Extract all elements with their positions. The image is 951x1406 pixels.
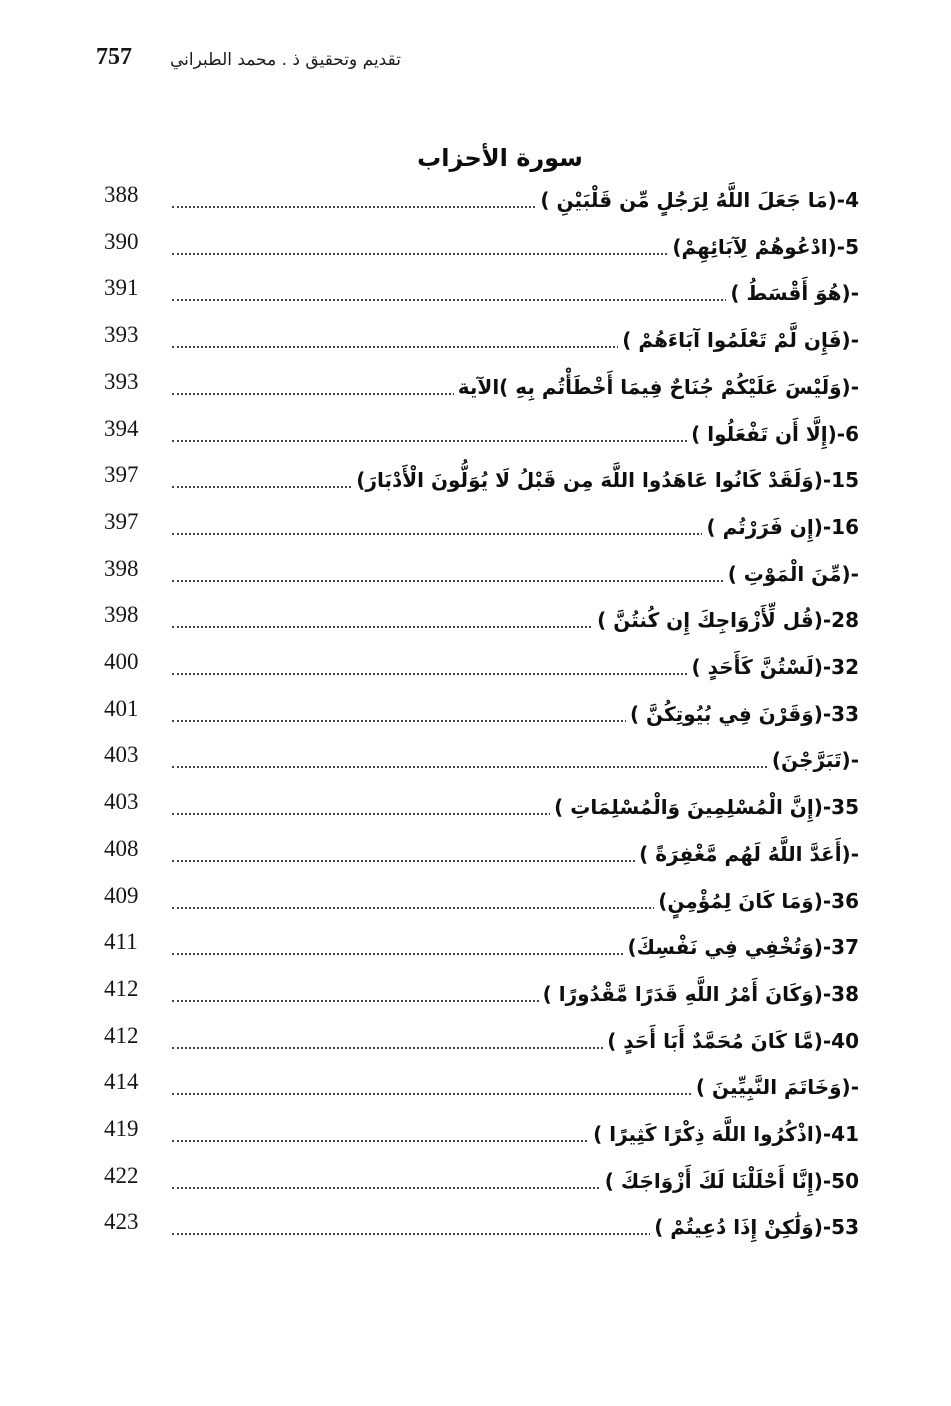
toc-row <box>0 365 951 411</box>
toc-entry-text: 35-(إِنَّ الْمُسْلِمِينَ وَالْمُسْلِمَاتِ ) <box>550 795 859 819</box>
toc-row <box>0 1205 951 1251</box>
toc-entry-text: -(هُوَ أَقْسَطُ ) <box>726 281 859 305</box>
toc-entry-text: 15-(وَلَقَدْ كَانُوا عَاهَدُوا اللَّهَ مِن قَبْلُ لَا يُوَلُّونَ الْأَدْبَارَ) <box>352 468 859 492</box>
toc-entry-text: 50-(إِنَّا أَحْلَلْنَا لَكَ أَزْوَاجَكَ ) <box>601 1169 859 1193</box>
toc-row <box>0 318 951 364</box>
toc-row <box>0 738 951 784</box>
toc-page-number: 397 <box>104 509 139 534</box>
toc-row <box>0 692 951 738</box>
toc-row <box>0 598 951 644</box>
toc-entry-text: 28-(قُل لِّأَزْوَاجِكَ إِن كُنتُنَّ ) <box>593 608 859 632</box>
toc-entry-text: 40-(مَّا كَانَ مُحَمَّدٌ أَبَا أَحَدٍ ) <box>603 1029 859 1053</box>
toc-page-number: 391 <box>104 275 139 300</box>
toc-row <box>0 1065 951 1111</box>
toc-row <box>0 1112 951 1158</box>
toc-row <box>0 412 951 458</box>
toc-entry-text: 41-(اذْكُرُوا اللَّهَ ذِكْرًا كَثِيرًا ) <box>589 1122 859 1146</box>
toc-page-number: 401 <box>104 696 139 721</box>
toc-entry-text: -(مِّنَ الْمَوْتِ ) <box>724 562 859 586</box>
toc-page-number: 398 <box>104 602 139 627</box>
toc-page-number: 414 <box>104 1069 139 1094</box>
toc-row <box>0 505 951 551</box>
toc-row <box>0 832 951 878</box>
toc-page-number: 390 <box>104 229 139 254</box>
toc-entry-text: -(وَلَيْسَ عَلَيْكُمْ جُنَاحٌ فِيمَا أَخْطَأْتُم بِهِ )الآية <box>454 375 859 399</box>
toc-row <box>0 458 951 504</box>
toc-entry-text: 36-(وَمَا كَانَ لِمُؤْمِنٍ) <box>654 889 859 913</box>
toc-page-number: 394 <box>104 416 139 441</box>
toc-page-number: 419 <box>104 1116 139 1141</box>
toc-entry-text: -(وَخَاتَمَ النَّبِيِّينَ ) <box>692 1075 859 1099</box>
toc-page-number: 393 <box>104 369 139 394</box>
toc-row <box>0 178 951 224</box>
toc-page-number: 408 <box>104 836 139 861</box>
dot-leader <box>172 766 851 768</box>
running-header: تقديم وتحقيق ذ . محمد الطبراني <box>170 50 401 70</box>
toc-entry-text: -(أَعَدَّ اللَّهُ لَهُم مَّغْفِرَةً ) <box>635 842 859 866</box>
toc-entry-text: 16-(إِن فَرَرْتُم ) <box>702 515 859 539</box>
toc-page-number: 411 <box>104 929 138 954</box>
toc-entry-text: 5-(ادْعُوهُمْ لِآبَائِهِمْ) <box>668 235 859 259</box>
toc-entry-text: 38-(وَكَانَ أَمْرُ اللَّهِ قَدَرًا مَّقْدُورًا ) <box>539 982 859 1006</box>
toc-row <box>0 879 951 925</box>
toc-page-number: 403 <box>104 789 139 814</box>
toc-row <box>0 552 951 598</box>
section-title: سورة الأحزاب <box>417 144 583 172</box>
toc-row <box>0 271 951 317</box>
toc-page-number: 403 <box>104 742 139 767</box>
toc-page-number: 412 <box>104 976 139 1001</box>
toc-entry-text: 53-(وَلَٰكِنْ إِذَا دُعِيتُمْ ) <box>650 1215 859 1239</box>
toc-page-number: 422 <box>104 1163 139 1188</box>
toc-row <box>0 1159 951 1205</box>
toc-page-number: 409 <box>104 883 139 908</box>
toc-page-number: 412 <box>104 1023 139 1048</box>
toc-row <box>0 925 951 971</box>
toc-row <box>0 972 951 1018</box>
toc-row <box>0 785 951 831</box>
toc-row <box>0 225 951 271</box>
toc-page-number: 397 <box>104 462 139 487</box>
toc-entry-text: -(تَبَرَّجْنَ) <box>768 748 859 772</box>
toc-entry-text: 4-(مَا جَعَلَ اللَّهُ لِرَجُلٍ مِّن قَلْبَيْنِ ) <box>536 188 859 212</box>
toc-entry-text: 37-(وَتُخْفِي فِي نَفْسِكَ) <box>623 935 859 959</box>
toc-page-number: 398 <box>104 556 139 581</box>
toc-page-number: 423 <box>104 1209 139 1234</box>
page-number: 757 <box>96 44 132 70</box>
toc-page-number: 400 <box>104 649 139 674</box>
toc-row <box>0 645 951 691</box>
toc-entry-text: -(فَإِن لَّمْ تَعْلَمُوا آبَاءَهُمْ ) <box>618 328 859 352</box>
toc-row <box>0 1019 951 1065</box>
toc-entry-text: 33-(وَقَرْنَ فِي بُيُوتِكُنَّ ) <box>626 702 859 726</box>
toc-page-number: 393 <box>104 322 139 347</box>
toc-page-number: 388 <box>104 182 139 207</box>
toc-entry-text: 32-(لَسْتُنَّ كَأَحَدٍ ) <box>688 655 859 679</box>
toc-entry-text: 6-(إِلَّا أَن تَفْعَلُوا ) <box>687 422 859 446</box>
